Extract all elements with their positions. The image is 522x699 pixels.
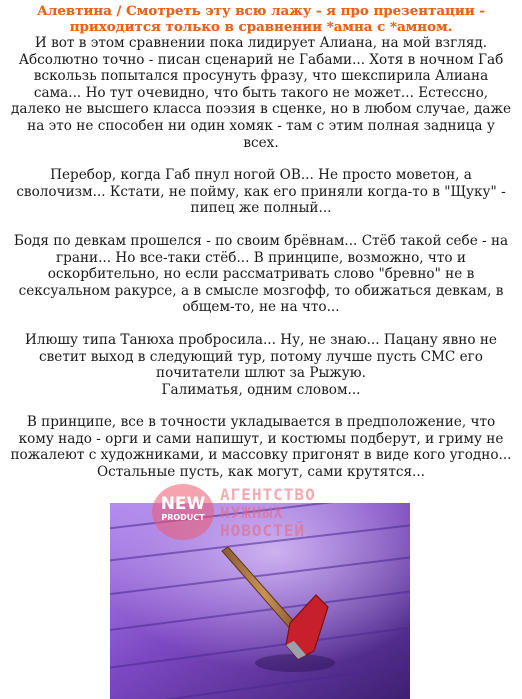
paragraph-4: Илюшу типа Танюха пробросила... Ну, не знаю... Пацану явно не светит выход в следующий тур, потому лучше пусть СМС его почитатели шлют за Рыжую. Галиматья, одним словом...	[25, 331, 497, 398]
paragraph-5: В принципе, все в точности укладывается в предположение, что кому надо - орги и сами напишут, и костюмы подберут, и гриму не пожалеют с художниками, и массовку пригонят в виде кого угодно... Остальные пусть, как могут, сами крутятся...	[10, 414, 512, 481]
watermark-badge-top: NEW	[160, 494, 206, 514]
watermark-line-1: АГЕНТСТВО	[220, 485, 316, 504]
paragraph-gap	[0, 316, 522, 332]
paragraph-2: Перебор, когда Габ пнул ногой ОВ... Не просто моветон, а сволочизм... Кстати, не пойму, как его приняли когда-то в "Щуку" - пипец же полный...	[16, 167, 506, 217]
paragraph-gap	[0, 398, 522, 414]
paragraph-1: И вот в этом сравнении пока лидирует Алиана, на мой взгляд. Абсолютно точно - писан сценарий не Габами... Хотя в ночном Габ вскользь попытался просунуть фразу, что шекспирила Алиана сама... Но тут очевидно, что быть такого не может... Естессно, далеко не высшего класса поэзия в сценке, но в любом случае, даже на это не способен ни один хомяк - там с этим полная задница у всех.	[10, 35, 512, 151]
axe-photo	[110, 503, 410, 699]
watermark-badge-bottom: PRODUCT	[161, 513, 205, 522]
post-title: Алевтина / Смотреть эту всю лажу - я про презентации - приходится только в сравнении *амна с *амном.	[37, 3, 485, 35]
paragraph-gap	[0, 151, 522, 167]
paragraph-3: Бодя по девкам прошелся - по своим брёвнам... Стёб такой себе - на грани... Но все-таки стёб... В принципе, возможно, что и оскорбительно, но если рассматривать слово "бревно" не в сексуальном ракурсе, а в смысле мозгофф, то обижаться девкам, в общем-то, не на что...	[13, 232, 509, 316]
paragraph-gap	[0, 217, 522, 233]
axe-on-stage-image	[110, 503, 410, 699]
watermark-line-2: НУЖНЫХ	[220, 503, 284, 522]
watermark-line-3: НОВОСТЕЙ	[220, 521, 306, 540]
